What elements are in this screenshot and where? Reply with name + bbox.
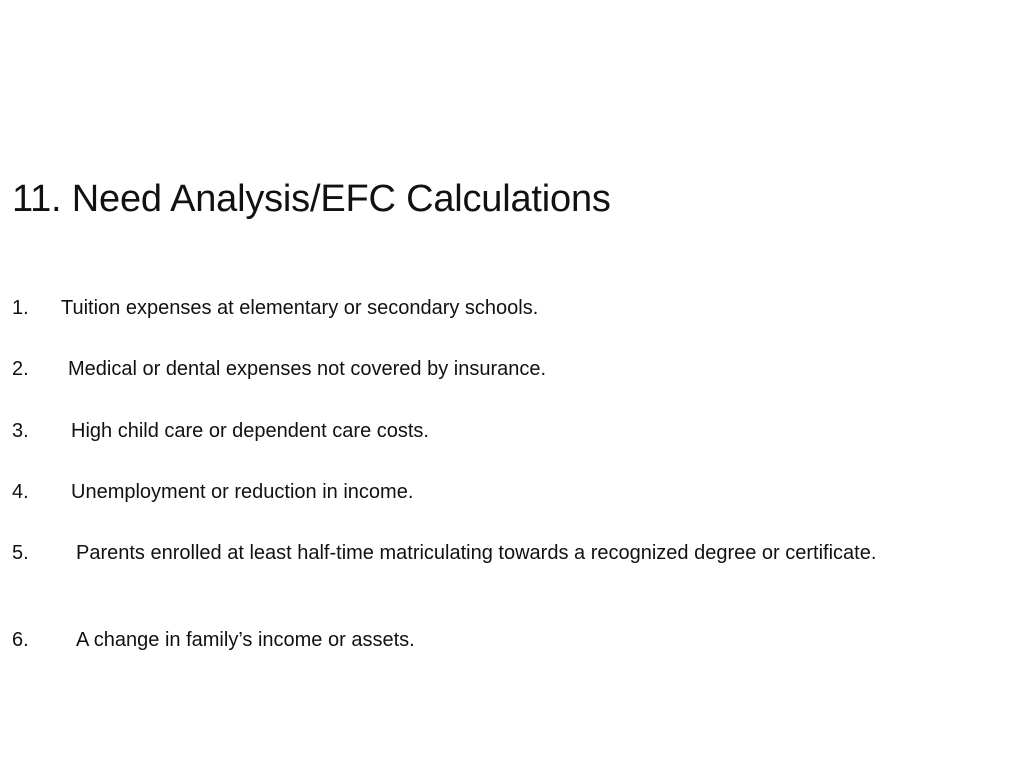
list-item-text: High child care or dependent care costs. [71, 420, 429, 442]
list-item-6 [12, 628, 1002, 652]
slide-title: 11. Need Analysis/EFC Calculations [12, 178, 611, 220]
list-item-number: 4. [12, 481, 29, 503]
list-item-number: 6. [12, 629, 29, 651]
list-item-text: A change in family’s income or assets. [76, 629, 415, 651]
list-item-text: Parents enrolled at least half-time matriculating towards a recognized degree or certificate. [76, 542, 877, 564]
list-item-1 [12, 296, 1002, 320]
list-item-5 [12, 541, 1002, 565]
list-item-text: Tuition expenses at elementary or secondary schools. [61, 297, 539, 319]
list-item-number: 2. [12, 358, 29, 380]
list-item-2 [12, 357, 1002, 381]
list-item-4 [12, 480, 1002, 504]
list-item-3 [12, 419, 1002, 443]
list-item-text: Medical or dental expenses not covered by insurance. [68, 358, 547, 380]
list-item-number: 1. [12, 297, 29, 319]
list-item-text: Unemployment or reduction in income. [71, 481, 414, 503]
list-item-number: 5. [12, 542, 29, 564]
list-item-number: 3. [12, 420, 29, 442]
